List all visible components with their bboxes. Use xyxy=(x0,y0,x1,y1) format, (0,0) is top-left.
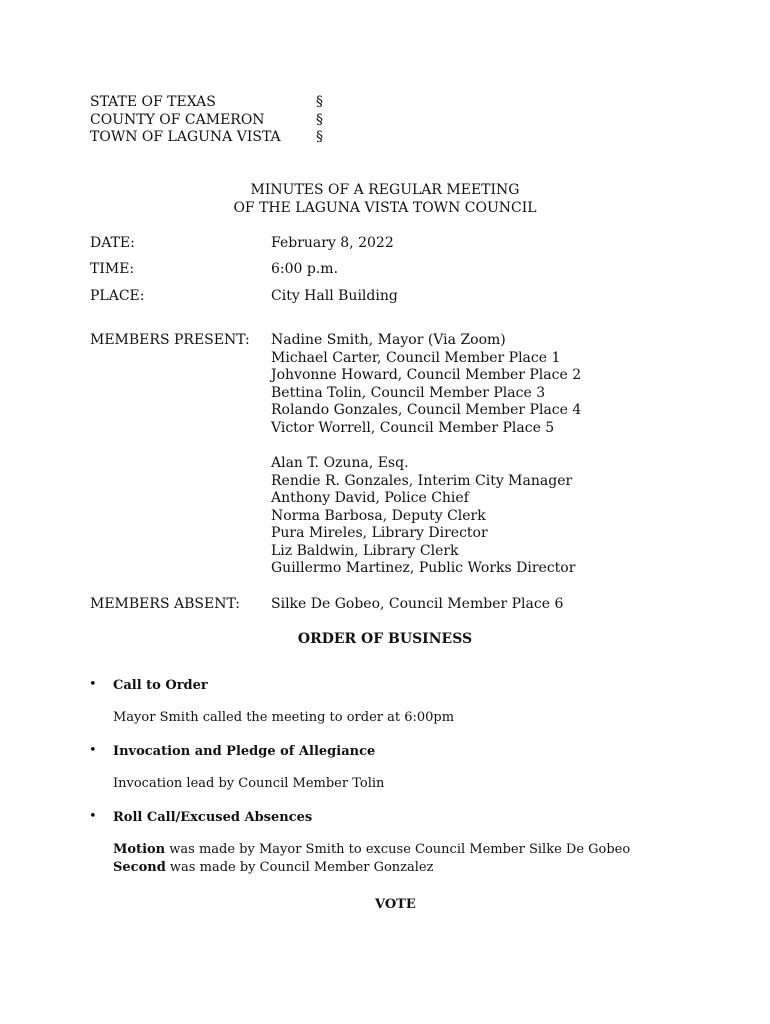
list-item: Victor Worrell, Council Member Place 5 xyxy=(271,419,555,436)
second-label: Second xyxy=(113,860,166,875)
list-item: Michael Carter, Council Member Place 1 xyxy=(271,349,561,366)
place-value: City Hall Building xyxy=(271,288,398,304)
state-label: STATE OF TEXAS xyxy=(90,94,216,110)
members-absent-label: MEMBERS ABSENT: xyxy=(90,596,240,612)
section-symbol: § xyxy=(316,111,323,128)
time-label: TIME: xyxy=(90,261,135,277)
bullet: • xyxy=(89,809,97,824)
agenda-item-text: Mayor Smith called the meeting to order at 6:00pm xyxy=(113,710,455,725)
list-item: Guillermo Martinez, Public Works Director xyxy=(271,560,576,576)
agenda-item-title: Roll Call/Excused Absences xyxy=(113,810,313,825)
section-symbol: § xyxy=(316,94,323,110)
place-label: PLACE: xyxy=(90,288,145,304)
list-item: Liz Baldwin, Library Clerk xyxy=(271,542,459,559)
list-item: Alan T. Ozuna, Esq. xyxy=(271,455,409,471)
members-absent-value: Silke De Gobeo, Council Member Place 6 xyxy=(271,596,564,612)
agenda-item-title: Invocation and Pledge of Allegiance xyxy=(113,744,376,759)
council-members-list xyxy=(271,332,581,437)
date-label: DATE: xyxy=(90,235,135,251)
agenda-item-title: Call to Order xyxy=(113,678,208,693)
list-item: Rendie R. Gonzales, Interim City Manager xyxy=(271,472,573,489)
list-item: Nadine Smith, Mayor (Via Zoom) xyxy=(271,332,506,348)
order-of-business-heading: ORDER OF BUSINESS xyxy=(297,631,473,647)
staff-members-list xyxy=(271,455,575,578)
list-item: Anthony David, Police Chief xyxy=(271,490,469,506)
motion-label: Motion xyxy=(113,842,166,857)
agenda-item-text: Invocation lead by Council Member Tolin xyxy=(113,776,385,791)
members-present-label: MEMBERS PRESENT: xyxy=(90,332,250,348)
county-label: COUNTY OF CAMERON xyxy=(90,111,265,128)
motion-line xyxy=(113,841,630,858)
bullet: • xyxy=(89,677,97,692)
vote-heading: VOTE xyxy=(375,897,416,912)
time-value: 6:00 p.m. xyxy=(271,261,339,277)
second-text: was made by Council Member Gonzalez xyxy=(165,860,434,875)
document-title-line-2: OF THE LAGUNA VISTA TOWN COUNCIL xyxy=(233,200,537,216)
motion-text: was made by Mayor Smith to excuse Council Member Silke De Gobeo xyxy=(165,842,631,857)
list-item: Johvonne Howard, Council Member Place 2 xyxy=(271,367,582,383)
list-item: Rolando Gonzales, Council Member Place 4 xyxy=(271,402,582,418)
section-symbol: § xyxy=(316,129,323,145)
list-item: Pura Mireles, Library Director xyxy=(271,525,488,541)
second-line xyxy=(113,859,433,876)
document-title-line-1: MINUTES OF A REGULAR MEETING xyxy=(250,182,520,198)
jurisdiction-header xyxy=(90,94,323,147)
list-item: Norma Barbosa, Deputy Clerk xyxy=(271,507,486,524)
town-label: TOWN OF LAGUNA VISTA xyxy=(90,129,281,145)
bullet: • xyxy=(89,743,97,758)
date-value: February 8, 2022 xyxy=(271,235,394,251)
list-item: Bettina Tolin, Council Member Place 3 xyxy=(271,384,546,401)
